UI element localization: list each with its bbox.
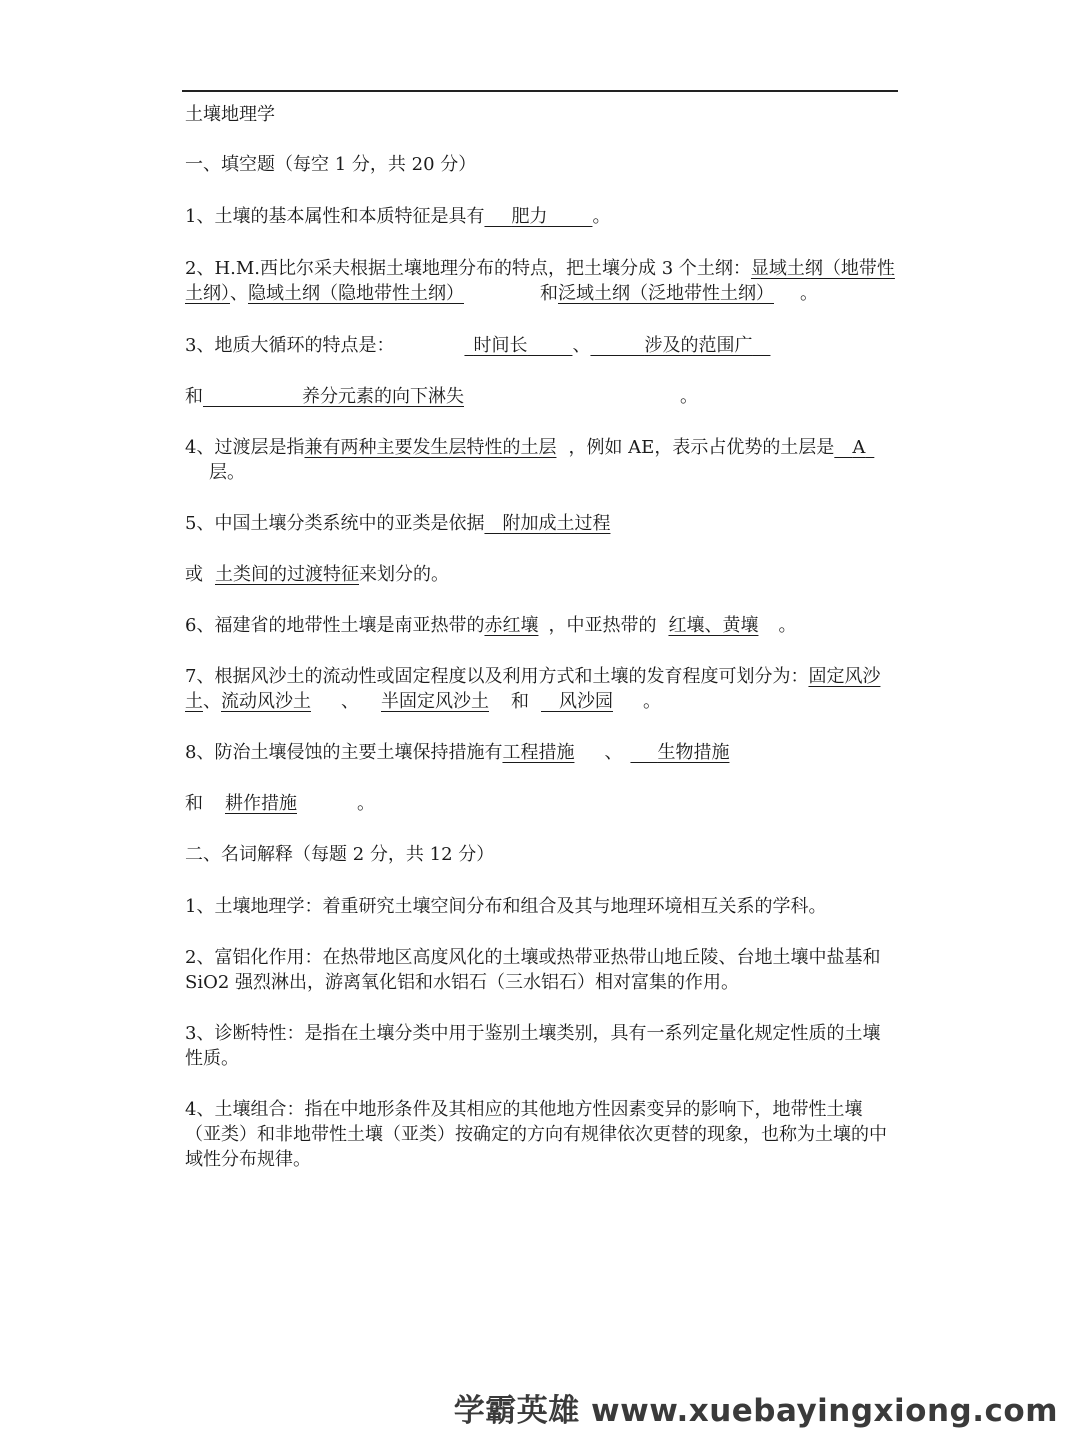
question-5: 5、中国土壤分类系统中的亚类是依据 附加成土过程: [185, 513, 611, 534]
answer-blank: 半固定风沙土: [381, 691, 489, 712]
answer-blank: A: [852, 437, 866, 458]
definition-3: 3、诊断特性：是指在土壤分类中用于鉴别土壤类别，具有一系列定量化规定性质的土壤性质。: [185, 1023, 881, 1069]
answer-blank: 赤红壤: [484, 615, 539, 636]
document-body: [185, 100, 897, 1172]
definition-4: 4、土壤组合：指在中地形条件及其相应的其他地方性因素变异的影响下，地带性土壤（亚类）和非地带性土壤（亚类）按确定的方向有规律依次更替的现象，也称为土壤的中域性分布规律。: [185, 1099, 887, 1170]
definition-2: 2、富铝化作用：在热带地区高度风化的土壤或热带亚热带山地丘陵、台地土壤中盐基和 SiO2 强烈淋出，游离氧化铝和水铝石（三水铝石）相对富集的作用。: [185, 947, 881, 993]
header-rule: [182, 90, 898, 92]
answer-blank: 附加成土过程: [502, 513, 611, 534]
question-7: 7、根据风沙土的流动性或固定程度以及利用方式和土壤的发育程度可划分为：固定风沙土、流动风沙土 、 半固定风沙土 和 风沙园 。: [185, 666, 881, 712]
answer-blank: 耕作措施: [225, 793, 297, 814]
answer-blank: 风沙园: [559, 691, 613, 712]
answer-blank: 流动风沙土: [221, 691, 311, 712]
answer-blank: 时间长: [473, 335, 528, 356]
answer-blank: 显域土纲（地带性土纲）: [185, 258, 895, 304]
answer-blank: 土类间的过渡特征: [215, 564, 359, 585]
answer-blank: 肥力: [511, 206, 548, 227]
question-5-cont: 或 土类间的过渡特征来划分的。: [185, 564, 449, 585]
question-1: 1、土壤的基本属性和本质特征是具有 肥力 。: [185, 206, 611, 227]
doc-title: 土壤地理学: [185, 104, 275, 125]
answer-blank: 兼有两种主要发生层特性的土层: [304, 437, 557, 458]
question-6: 6、福建省的地带性土壤是南亚热带的赤红壤 ，中亚热带的 红壤、黄壤 。: [185, 615, 797, 636]
site-watermark: 学霸英雄 www.xuebayingxiong.com: [453, 1393, 1058, 1429]
answer-blank: 泛域土纲（泛地带性土纲）: [558, 283, 774, 304]
answer-blank: 涉及的范围广: [644, 335, 753, 356]
definition-1: 1、土壤地理学：着重研究土壤空间分布和组合及其与地理环境相互关系的学科。: [185, 896, 827, 917]
answer-blank: 生物措施: [657, 742, 730, 763]
answer-blank: 固定风沙土: [185, 666, 881, 712]
question-8: 8、防治土壤侵蚀的主要土壤保持措施有工程措施 、 生物措施: [185, 742, 730, 763]
question-8-cont: 和 耕作措施 。: [185, 793, 375, 814]
answer-blank: 红壤、黄壤: [668, 615, 759, 636]
section1-heading: 一、填空题（每空 1 分，共 20 分）: [185, 154, 477, 175]
answer-blank: 工程措施: [502, 742, 575, 763]
question-3-cont: 和 养分元素的向下淋失 。: [185, 386, 698, 407]
question-4: 4、过渡层是指兼有两种主要发生层特性的土层 ，例如 AE，表示占优势的土层是 A 层。: [185, 435, 897, 485]
section2-heading: 二、名词解释（每题 2 分，共 12 分）: [185, 844, 495, 865]
question-3: 3、地质大循环的特点是： 时间长 、 涉及的范围广: [185, 333, 897, 358]
question-2: 2、H.M.西比尔采夫根据土壤地理分布的特点，把土壤分成 3 个土纲：显域土纲（地带性土纲）、隐域土纲（隐地带性土纲） 和泛域土纲（泛地带性土纲） 。: [185, 258, 895, 304]
answer-blank: 养分元素的向下淋失: [302, 386, 464, 407]
answer-blank: 隐域土纲（隐地带性土纲）: [248, 283, 464, 304]
